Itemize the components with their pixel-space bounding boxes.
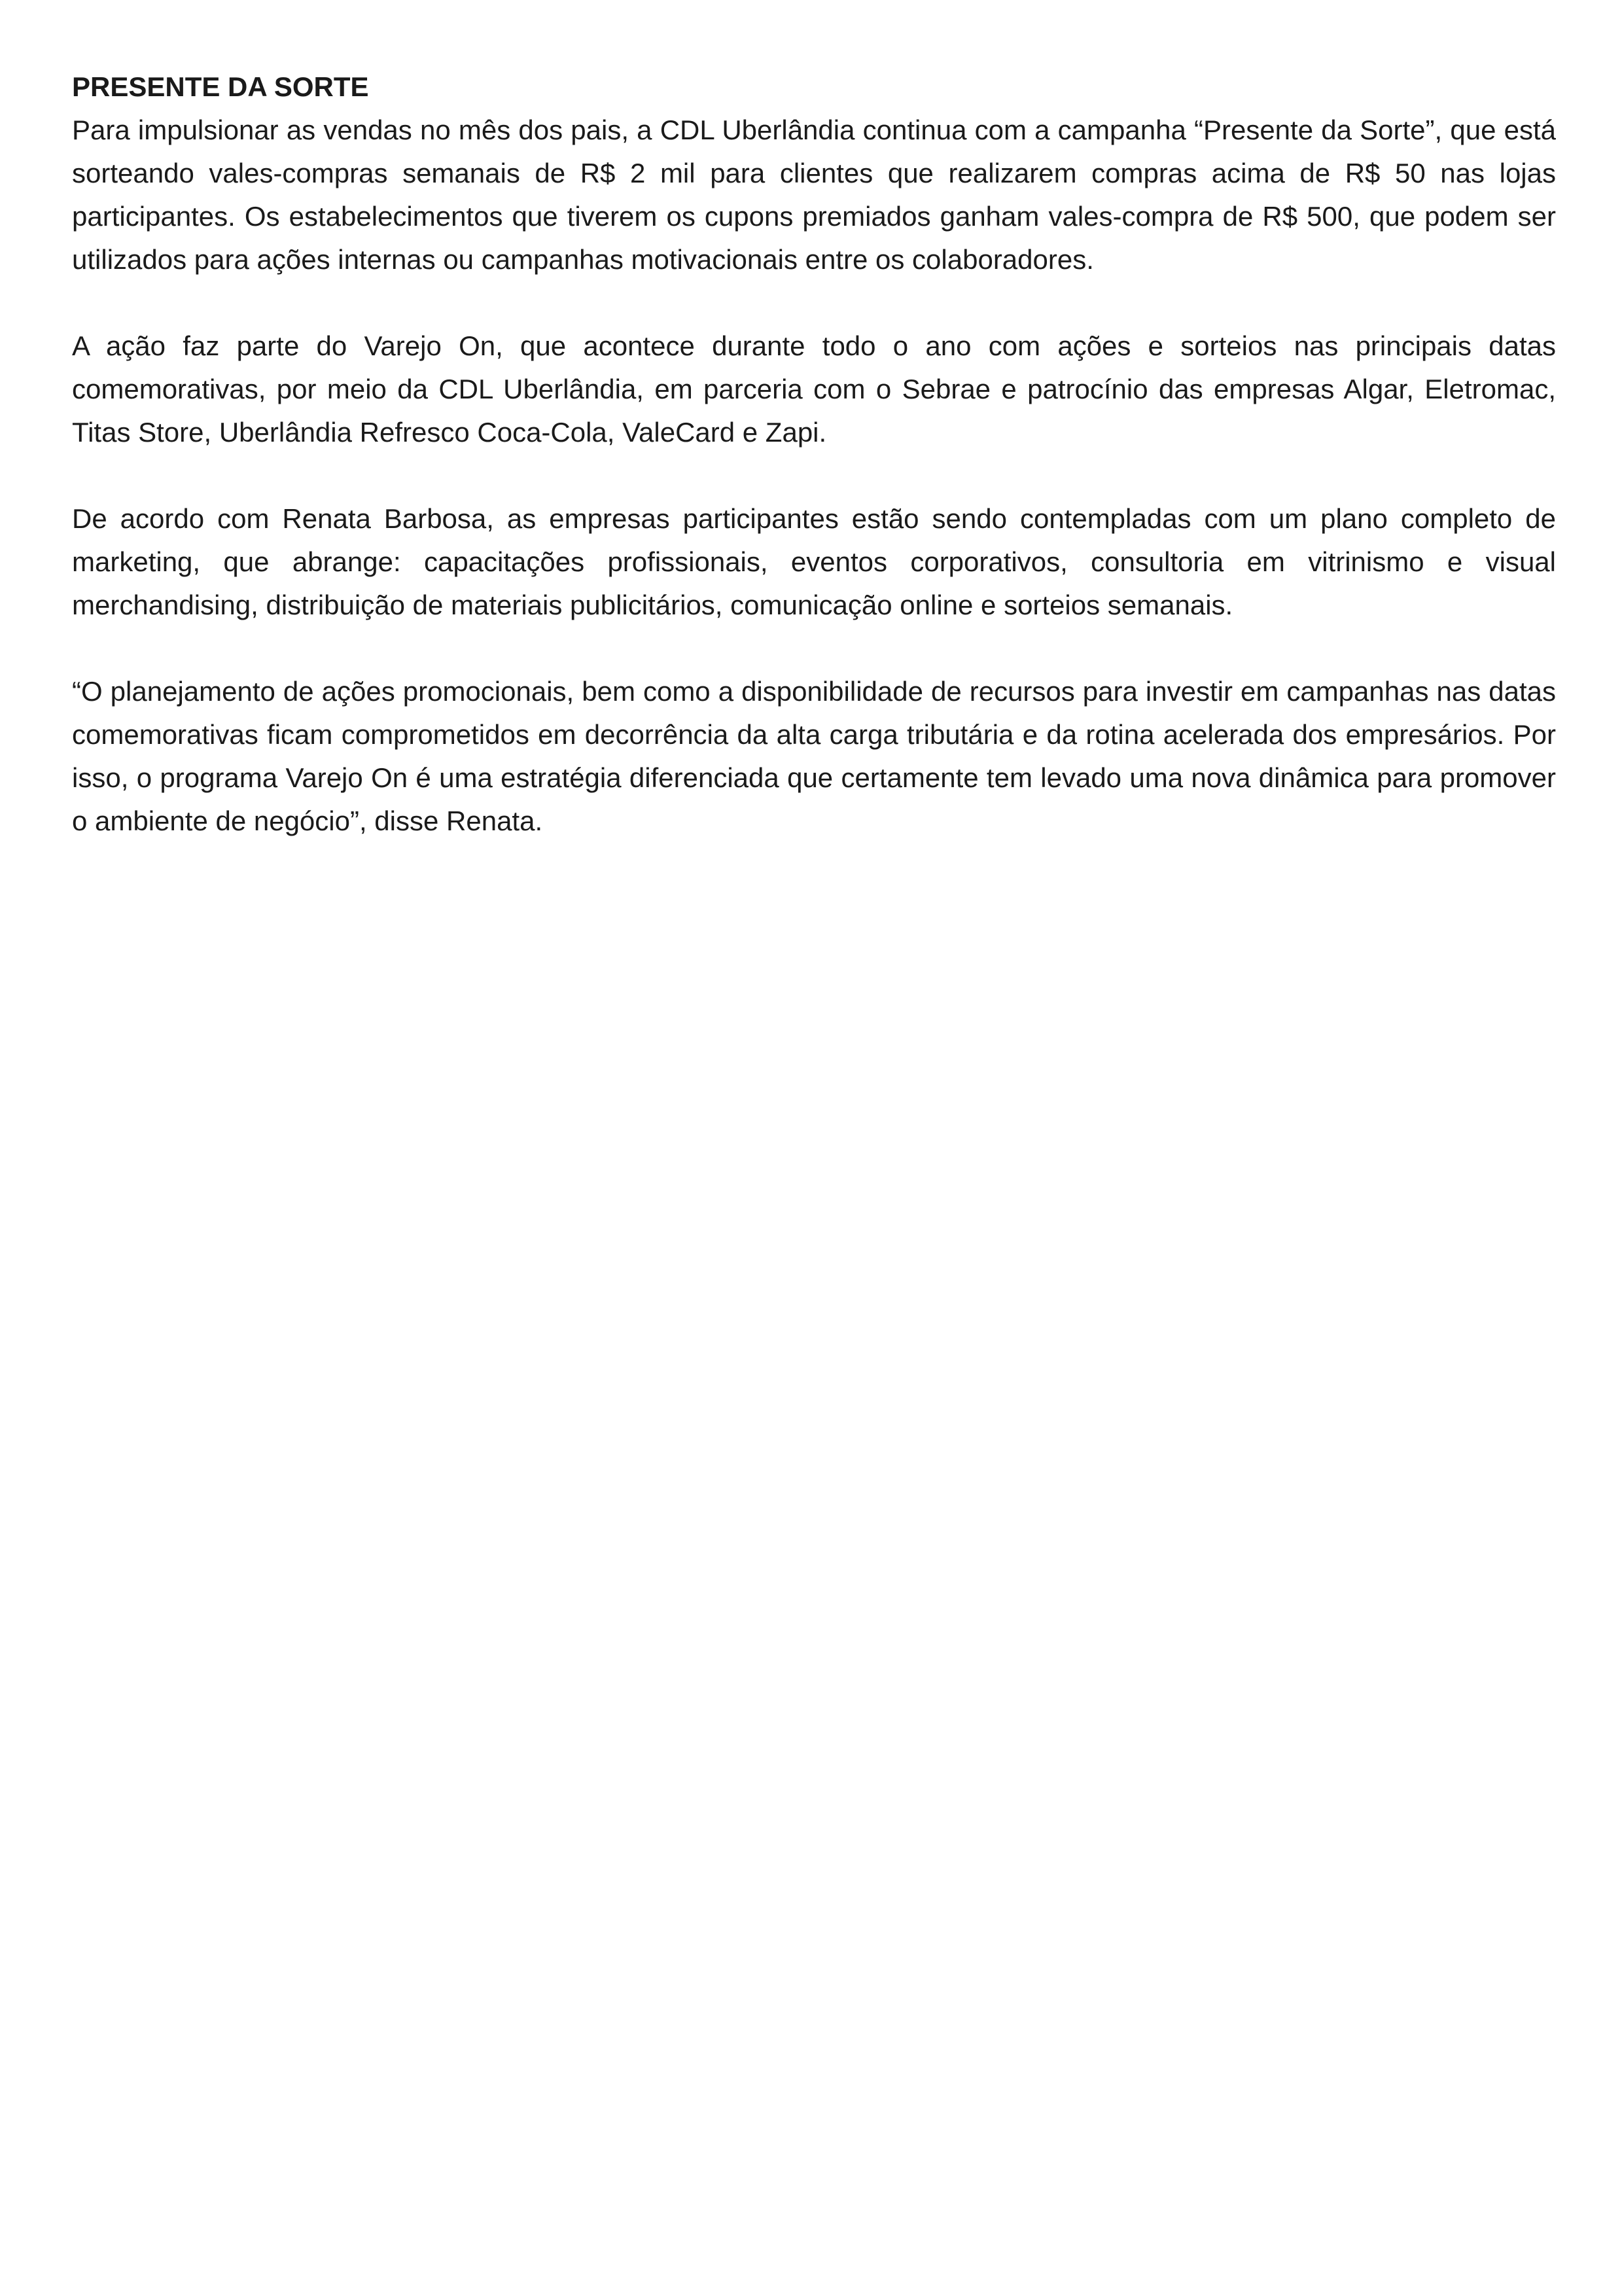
paragraph-2: A ação faz parte do Varejo On, que acontece durante todo o ano com ações e sorteios nas principais datas comemorativas, por meio da CDL Uberlândia, em parceria com o Sebrae e patrocínio das empresas Algar, Eletromac, Titas Store, Uberlândia Refresco Coca-Cola, ValeCard e Zapi. (72, 330, 1556, 448)
paragraph-3: De acordo com Renata Barbosa, as empresas participantes estão sendo contempladas com um plano completo de marketing, que abrange: capacitações profissionais, eventos corporativos, consultoria em vitrinismo e visual merchandising, distribuição de materiais publicitários, comunicação online e sorteios semanais. (72, 503, 1556, 620)
article-title: PRESENTE DA SORTE (72, 71, 369, 102)
paragraph-1: Para impulsionar as vendas no mês dos pais, a CDL Uberlândia continua com a campanha “Presente da Sorte”, que está sorteando vales-compras semanais de R$ 2 mil para clientes que realizarem compras acima de R$ 50 nas lojas participantes. Os estabelecimentos que tiverem os cupons premiados ganham vales-compra de R$ 500, que podem ser utilizados para ações internas ou campanhas motivacionais entre os colaboradores. (72, 115, 1556, 275)
paragraph-4: “O planejamento de ações promocionais, bem como a disponibilidade de recursos para investir em campanhas nas datas comemorativas ficam comprometidos em decorrência da alta carga tributária e da rotina acelerada dos empresários. Por isso, o programa Varejo On é uma estratégia diferenciada que certamente tem levado uma nova dinâmica para promover o ambiente de negócio”, disse Renata. (72, 676, 1556, 836)
document-page (72, 65, 1556, 886)
